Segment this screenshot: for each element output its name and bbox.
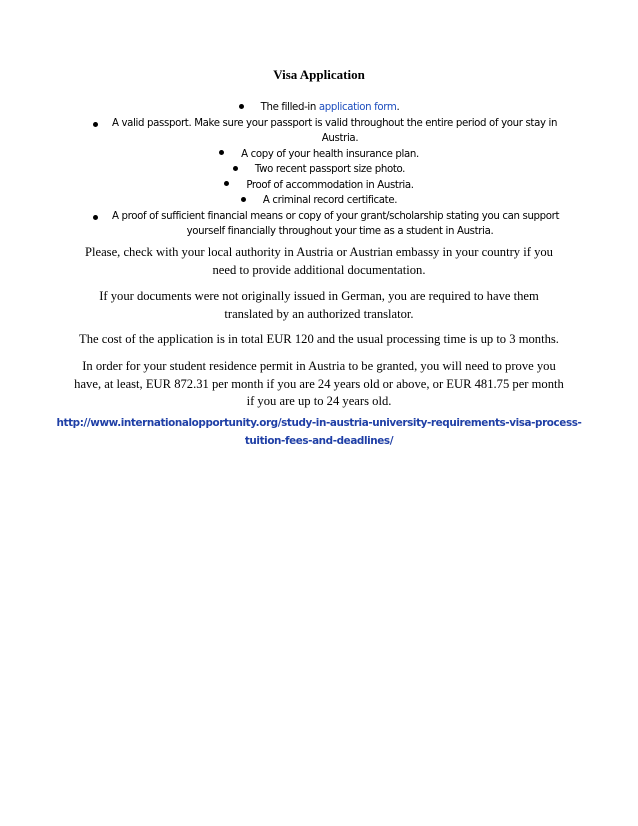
bullet-icon	[224, 181, 229, 186]
source-link[interactable]	[0, 414, 638, 450]
list-item	[0, 178, 638, 194]
paragraph-line: The cost of the application is in total EUR 120 and the usual processing time is up to 3 months.	[79, 332, 559, 346]
list-item-text: A proof of sufficient financial means or copy of your grant/scholarship stating you can support	[112, 210, 560, 222]
list-item	[0, 116, 568, 147]
paragraph-line: If your documents were not originally issued in German, you are required to have them	[99, 289, 539, 303]
list-item	[0, 100, 638, 116]
funds-paragraph	[0, 358, 638, 411]
paragraph-line: Please, check with your local authority in Austria or Austrian embassy in your country if you	[85, 245, 553, 259]
list-item-text: A criminal record certificate.	[262, 195, 398, 206]
bullet-icon	[239, 104, 244, 109]
embassy-paragraph	[0, 244, 638, 279]
list-item-text: The filled-in	[260, 102, 319, 113]
list-item-text: Proof of accommodation in Austria.	[246, 179, 414, 191]
bullet-icon	[233, 166, 238, 171]
paragraph-line: if you are up to 24 years old.	[246, 394, 392, 408]
page-title: Visa Application	[273, 67, 365, 82]
list-item-text: A copy of your health insurance plan.	[241, 148, 419, 160]
paragraph-line: have, at least, EUR 872.31 per month if you are 24 years old or above, or EUR 481.75 per month	[74, 376, 564, 391]
bullet-icon	[219, 150, 224, 155]
translation-paragraph	[0, 288, 638, 323]
paragraph-line: In order for your student residence permit in Austria to be granted, you will need to prove you	[82, 359, 556, 373]
source-link-line[interactable]: tuition-fees-and-deadlines/	[244, 435, 394, 447]
paragraph-line: translated by an authorized translator.	[224, 306, 414, 321]
list-item-text: Austria.	[321, 133, 359, 144]
list-item-text: Two recent passport size photo.	[254, 164, 406, 175]
list-item	[0, 162, 638, 178]
list-item-text: .	[396, 102, 400, 113]
list-item-text: yourself financially throughout your time as a student in Austria.	[186, 226, 494, 237]
list-item	[0, 193, 638, 209]
bullet-icon	[93, 122, 98, 127]
cost-paragraph	[0, 331, 638, 349]
list-item	[0, 209, 568, 240]
list-item	[0, 147, 638, 163]
application-form-link[interactable]: application form	[318, 102, 397, 113]
bullet-icon	[241, 197, 246, 202]
paragraph-line: need to provide additional documentation.	[212, 262, 426, 277]
source-link-line[interactable]: http://www.internationalopportunity.org/study-in-austria-university-requirements-visa-process-	[56, 417, 582, 429]
requirements-list	[0, 100, 638, 240]
list-item-text: A valid passport. Make sure your passport is valid throughout the entire period of your stay in	[112, 117, 558, 129]
bullet-icon	[93, 215, 98, 220]
